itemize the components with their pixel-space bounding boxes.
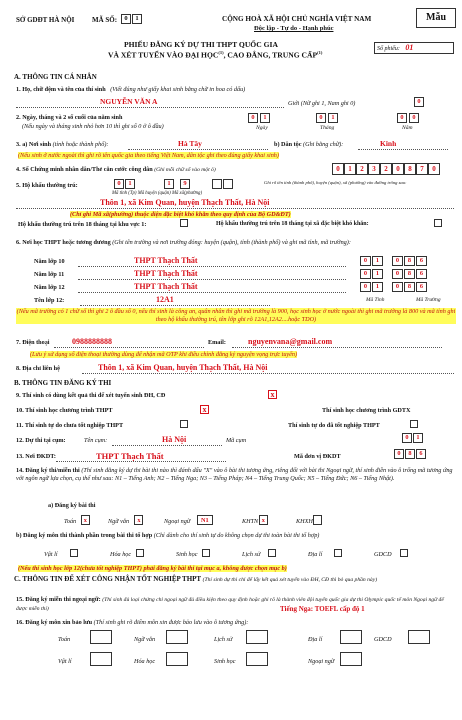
q4-id-digit-cell[interactable]: 8 [404,163,416,175]
q14-label: 14. Đăng ký thi/miễn thi [16,467,80,474]
q14-subject-box[interactable]: N1 [197,515,213,525]
q14-component-checkbox[interactable] [268,549,276,557]
q14-subject-label: KHTN [242,518,259,525]
q1-fullname-field[interactable] [16,99,284,108]
q13-code-cell[interactable]: 0 [394,449,404,459]
q3-ethnic-hint: (Ghi bằng chữ): [303,141,344,148]
q16-score-box[interactable] [340,652,362,666]
q3-ethnic-value: Kinh [380,139,397,148]
q3-row [16,141,108,148]
q5-codes-hint: Mã tỉnh (Tp) Mã huyện (quận) Mã xã(phường) [112,191,203,196]
q12-label: 12. Dự thi tại cụm: [16,437,66,444]
q11-graduated-checkbox[interactable] [410,420,418,428]
q5-tinh-cell[interactable]: 1 [125,179,135,189]
section-a-title: A. THÔNG TIN CÁ NHÂN [14,73,97,81]
q4-id-digit-cell[interactable]: 1 [344,163,356,175]
q5-xa-cell[interactable] [223,179,233,189]
q12-code-cell[interactable]: 0 [402,433,412,443]
form-subtitle: VÀ XÉT TUYỂN VÀO ĐẠI HỌC$^{(1)}$, CAO ĐẲNG, TRUNG CẤP$^{(1)}$ [108,50,323,60]
q6-school-value: THPT Thạch Thất [134,269,198,278]
q3-note: (Nếu sinh ở nước ngoài thì ghi rõ tên quốc gia theo tiếng Việt Nam, dân tộc ghi theo đúng giấy khai sinh) [18,152,279,159]
q14-component-label: Lịch sử [242,551,261,558]
q14-note: (Nếu thí sinh học lớp 12(chưa tốt nghiệp THPT) phải đăng ký bài thi tại mục a, không được chọn mục b) [18,565,287,572]
q14-desc: (Thí sinh đăng ký dự thi bài thi nào thì đánh dấu "X" vào ô bài thi tương ứng, riêng đối với bài thi Ngoại ngữ, thí sinh điền vào ô trống mã tương ứng với ngôn ngữ lựa chọn, cụ thể như sau: N1 – Tiếng Anh; N2 – Tiếng Nga; N3 – Tiếng Pháp; N4 – Tiếng Trung Quốc; N5 – Tiếng Đức; N6 – Tiếng Nhật). [16,467,453,483]
q3-birthplace-value: Hà Tây [178,139,202,148]
q6-school-value: THPT Thạch Thất [134,282,198,291]
q6-ma-tinh-label: Mã Tỉnh [366,297,385,303]
q16-score-box[interactable] [246,652,268,666]
q6-year-label: Năm lớp 11 [34,271,65,278]
q4-label: 4. Số Chứng minh nhân dân/Thẻ căn cước công dân [16,166,153,173]
q5-address-field[interactable] [16,200,454,209]
q4-id-digit-cell[interactable]: 2 [356,163,368,175]
q14-subject-label: Toán [64,518,77,525]
q6-label: 6. Nơi học THPT hoặc tương đương [16,239,111,246]
q6-code-cell[interactable]: 6 [416,282,427,292]
q14-subject-box[interactable]: x [134,515,143,525]
q5-note: (Chỉ ghi Mã xã(phường) thuộc diện đặc biệt khó khăn theo quy định của Bộ GD&ĐT) [70,211,291,218]
q2-day-cell[interactable]: 1 [260,113,270,123]
q6-code-cell[interactable]: 0 [392,269,403,279]
q9-label: 9. Thí sinh có dùng kết quả thi để xét tuyển sinh ĐH, CĐ [16,392,166,399]
so-phieu-label: Số phiếu: [377,46,400,52]
q4-hint: (Ghi mỗi chữ số vào một ô) [154,167,216,173]
section-c-row [14,575,454,584]
so-phieu-box [374,42,454,54]
q2-day-label: Ngày [256,125,268,131]
q4-id-digit-cell[interactable]: 0 [392,163,404,175]
q14-component-label: GDCD [374,551,392,558]
q6-code-cell[interactable]: 1 [372,269,383,279]
q6-code-cell[interactable]: 8 [404,269,415,279]
q3-hint: (tỉnh hoặc thành phố): [52,141,109,148]
q13-field[interactable] [56,451,226,462]
so-phieu-value: 01 [405,43,414,52]
q14-b-label: b) Đăng ký môn thi thành phần trong bài thi tổ hợp [16,532,153,539]
q13-ma-label: Mã đơn vị ĐKDT [294,453,341,460]
q14-subject-box[interactable]: x [81,515,90,525]
q14-component-checkbox[interactable] [400,549,408,557]
q2-hint: (Nếu ngày và tháng sinh nhỏ hơn 10 thì ghi số 0 ở ô đầu) [22,123,164,130]
q13-code-cell[interactable]: 6 [416,449,426,459]
q2-label: 2. Ngày, tháng và 2 số cuối của năm sinh [16,114,123,121]
q10-label: 10. Thí sinh học chương trình THPT [16,407,113,414]
q12-ma-cum-label: Mã cụm [226,437,247,444]
q13-label: 13. Nơi ĐKDT: [16,453,56,460]
q10-checkbox[interactable]: x [200,405,209,414]
q12-cum-value: Hà Nội [162,435,187,444]
q9-checkbox[interactable]: x [268,390,277,399]
q5-kv1-label: Hộ khẩu thường trú trên 18 tháng tại khu vực 1: [18,221,147,228]
q3-ethnic-field[interactable] [358,139,448,150]
q14-component-label: Hóa học [110,551,132,558]
q4-id-digit-cell[interactable]: 7 [416,163,428,175]
q14-row [16,467,454,484]
q6-hint: (Ghi tên trường và nơi trường đóng: huyện (quận), tỉnh (thành phố) và ghi mã tỉnh, mã trường): [112,239,351,246]
q8-address-field[interactable] [82,363,454,374]
q6-note: (Nếu mã trường có 1 chữ số thì ghi 2 ô đầu số 0, nếu thí sinh là công an, quân nhân thì ghi mã trường là 900, học sinh học ở nước ngoài thì ghi mã trường là 800 và mã tỉnh ghi theo hộ khẩu thường trú, tên lớp ghi rõ 12A1,12A2....hoặc TDO) [16,308,456,324]
q2-month-label: Tháng [320,125,335,131]
q3-label: 3. a) Nơi sinh [16,141,52,148]
q1-label: 1. Họ, chữ đệm và tên của thí sinh [16,86,106,93]
q6-code-cell[interactable]: 0 [392,282,403,292]
q14-a-label: a) Đăng ký bài thi [48,502,96,509]
q1-gender-cell[interactable]: 0 [414,97,424,107]
q1-hint: (Viết đúng như giấy khai sinh bằng chữ in hoa có dấu) [110,86,246,93]
q15-hint: (Thí sinh đủ loại chứng chỉ ngoại ngữ đủ điều kiện theo quy định hoặc ghi rõ là thành viên đội tuyển quốc gia dự thi Olympic quốc tế môn Ngoại ngữ để được miễn thi) [16,597,444,612]
q16-hint: (Thí sinh ghi rõ điểm môn xin được bảo lưu vào ô tương ứng): [93,619,249,626]
q16-score-box[interactable] [408,630,430,644]
q16-subject-label: Sinh học [214,658,236,665]
q6-row [16,239,454,246]
q5-huyen-cell[interactable]: 1 [164,179,174,189]
q6-code-cell[interactable]: 1 [372,282,383,292]
q11-checkbox[interactable] [180,420,188,428]
q5-tinh-cell[interactable]: 0 [114,179,124,189]
q16-subject-label: Địa lí [308,636,323,643]
q1-gender-label: Giới (Nữ ghi 1, Nam ghi 0) [288,100,356,107]
q13-value: THPT Thạch Thất [96,451,164,461]
q5-xa-cell[interactable] [212,179,222,189]
q14-subject-box[interactable] [313,515,322,525]
q5-address-value: Thôn 1, xã Kim Quan, huyện Thạch Thất, Hà Nội [100,198,270,207]
q16-score-box[interactable] [90,652,112,666]
q16-subject-label: Vật lí [58,658,72,665]
country-name: CỘNG HOÀ XÃ HỘI CHỦ NGHĨA VIỆT NAM [222,15,372,23]
q6-school-field[interactable] [78,282,346,293]
q16-subject-label: GDCD [374,636,392,643]
q15-row [16,596,454,613]
q13-code-cell[interactable]: 8 [405,449,415,459]
q7-email-field[interactable] [232,337,442,348]
q16-subject-label: Lịch sử [214,636,233,643]
q16-score-box[interactable] [166,652,188,666]
q7-phone-field[interactable] [54,337,204,348]
q15-value[interactable]: Tiếng Nga: TOEFL cấp độ 1 [280,605,365,613]
q14-b-hint: (Chỉ dành cho thí sinh tự do không chọn dự thi toàn bài thi tổ hợp) [153,532,320,539]
q16-score-box[interactable] [90,630,112,644]
q7-label: 7. Điện thoại [16,339,50,346]
q7-email-label: Email: [208,339,226,346]
q6-school-value: THPT Thạch Thất [134,256,198,265]
q6-code-cell[interactable]: 1 [372,256,383,266]
q6-school-field[interactable] [78,256,346,267]
q11-right-label: Thí sinh tự do đã tốt nghiệp THPT [288,422,380,429]
q7-phone-value: 0988888888 [72,337,112,346]
q4-id-digit-cell[interactable]: 2 [380,163,392,175]
q7-note: (Lưu ý sử dụng số điện thoại thường dùng để nhận mã OTP khi điều chỉnh đăng ký nguyện vọng trực tuyến) [30,351,298,358]
q7-email-value: nguyenvana@gmail.com [248,337,333,346]
form-code-box: Mẫu [416,8,456,28]
q14-subject-label: Ngữ văn [108,518,130,525]
q2-month-cell[interactable]: 0 [316,113,326,123]
section-c-title: C. THÔNG TIN ĐỂ XÉT CÔNG NHẬN TỐT NGHIỆP THPT [14,575,202,583]
q1-fullname-value: NGUYỄN VĂN A [100,97,158,106]
q3-birthplace-field[interactable] [128,139,268,150]
q5-db-label: Hộ khẩu thường trú trên 18 tháng tại xã đặc biệt khó khăn: [216,221,369,227]
q6-code-cell[interactable]: 0 [360,282,371,292]
q6-year-label: Năm lớp 10 [34,258,65,265]
ma-so-digit[interactable]: 1 [132,14,142,24]
q2-month-cell[interactable]: 1 [328,113,338,123]
q5-kv1-checkbox[interactable] [180,219,188,227]
q8-address-value: Thôn 1, xã Kim Quan, huyện Thạch Thất, Hà Nội [98,363,268,372]
q3-ethnic-label: b) Dân tộc [274,141,302,148]
q14-component-checkbox[interactable] [70,549,78,557]
q16-row [16,619,248,626]
q16-subject-label: Toán [58,636,71,643]
q5-db-checkbox[interactable] [434,219,442,227]
q6-year-label: Năm lớp 12 [34,284,65,291]
exam-registration-form [4,2,456,718]
q14-subject-label: KHXH [296,518,313,525]
motto: Độc lập - Tự do - Hạnh phúc [254,25,334,32]
q4-id-digit-cell[interactable]: 0 [428,163,440,175]
q12-cum-field[interactable] [112,435,222,446]
q6-class-value: 12A1 [156,295,174,304]
q6-code-cell[interactable]: 8 [404,282,415,292]
q6-ma-truong-label: Mã Trường [416,297,441,303]
q2-year-cell[interactable]: 0 [397,113,407,123]
section-b-title: B. THÔNG TIN ĐĂNG KÝ THI [14,379,112,387]
q14-component-label: Vật lí [44,551,58,558]
q15-label: 15. Đăng ký miễn thi ngoại ngữ: [16,596,101,603]
q5-huyen-cell[interactable]: 9 [180,179,190,189]
q12-code-cell[interactable]: 1 [413,433,423,443]
q14-b-row [16,532,454,540]
ma-so-label: MÃ SỐ: [92,16,118,24]
q4-id-digit-cell[interactable]: 0 [332,163,344,175]
q4-id-digit-cell[interactable]: 3 [368,163,380,175]
q16-subject-label: Hóa học [134,658,156,665]
q14-subject-label: Ngoại ngữ [164,518,191,525]
q6-code-cell[interactable]: 6 [416,256,427,266]
q6-class-field[interactable] [80,295,270,306]
q16-subject-label: Ngoại ngữ [308,658,335,665]
q2-year-label: Năm [402,125,413,131]
q4-row [16,166,216,174]
q3-ethnic-row [274,141,343,148]
q1-row [16,86,245,93]
q11-label: 11. Thí sinh tự do chưa tốt nghiệp THPT [16,422,124,429]
q14-component-label: Sinh học [176,551,198,558]
ma-so-digit[interactable]: 0 [121,14,131,24]
q6-code-cell[interactable]: 0 [360,256,371,266]
q8-label: 8. Địa chỉ liên hệ [16,365,60,372]
q6-school-field[interactable] [78,269,346,280]
q6-code-cell[interactable]: 8 [404,256,415,266]
q14-component-checkbox[interactable] [202,549,210,557]
q14-component-label: Địa lí [308,551,323,558]
q6-code-cell[interactable]: 0 [360,269,371,279]
q16-score-box[interactable] [340,630,362,644]
dept-name: SỞ GDĐT HÀ NỘI [16,16,75,24]
q16-score-box[interactable] [246,630,268,644]
q6-code-cell[interactable]: 6 [416,269,427,279]
q14-component-checkbox[interactable] [136,549,144,557]
q14-component-checkbox[interactable] [334,549,342,557]
q16-subject-label: Ngữ văn [134,636,156,643]
q16-label: 16. Đăng ký môn xin bảo lưu [16,619,93,626]
q5-label: 5. Hộ khẩu thường trú: [16,182,78,189]
q2-year-cell[interactable]: 0 [409,113,419,123]
section-c-hint: (Thí sinh dự thi chỉ để lấy kết quả xét tuyển vào ĐH, CĐ thì bỏ qua phần này) [202,577,378,583]
q10-gdtx-label: Thí sinh học chương trình GDTX [322,407,411,414]
q5-side-hint: Ghi rõ tên tỉnh (thành phố), huyện (quận), xã (phường) vào đường trống sau: [264,180,407,185]
form-title: PHIẾU ĐĂNG KÝ DỰ THI THPT QUỐC GIA [124,40,278,49]
q16-score-box[interactable] [166,630,188,644]
q6-code-cell[interactable]: 0 [392,256,403,266]
q2-day-cell[interactable]: 0 [248,113,258,123]
q12-cum-label: Tên cụm: [84,437,108,444]
q6-class-label: Tên lớp 12: [34,297,65,304]
q14-subject-box[interactable]: x [259,515,268,525]
